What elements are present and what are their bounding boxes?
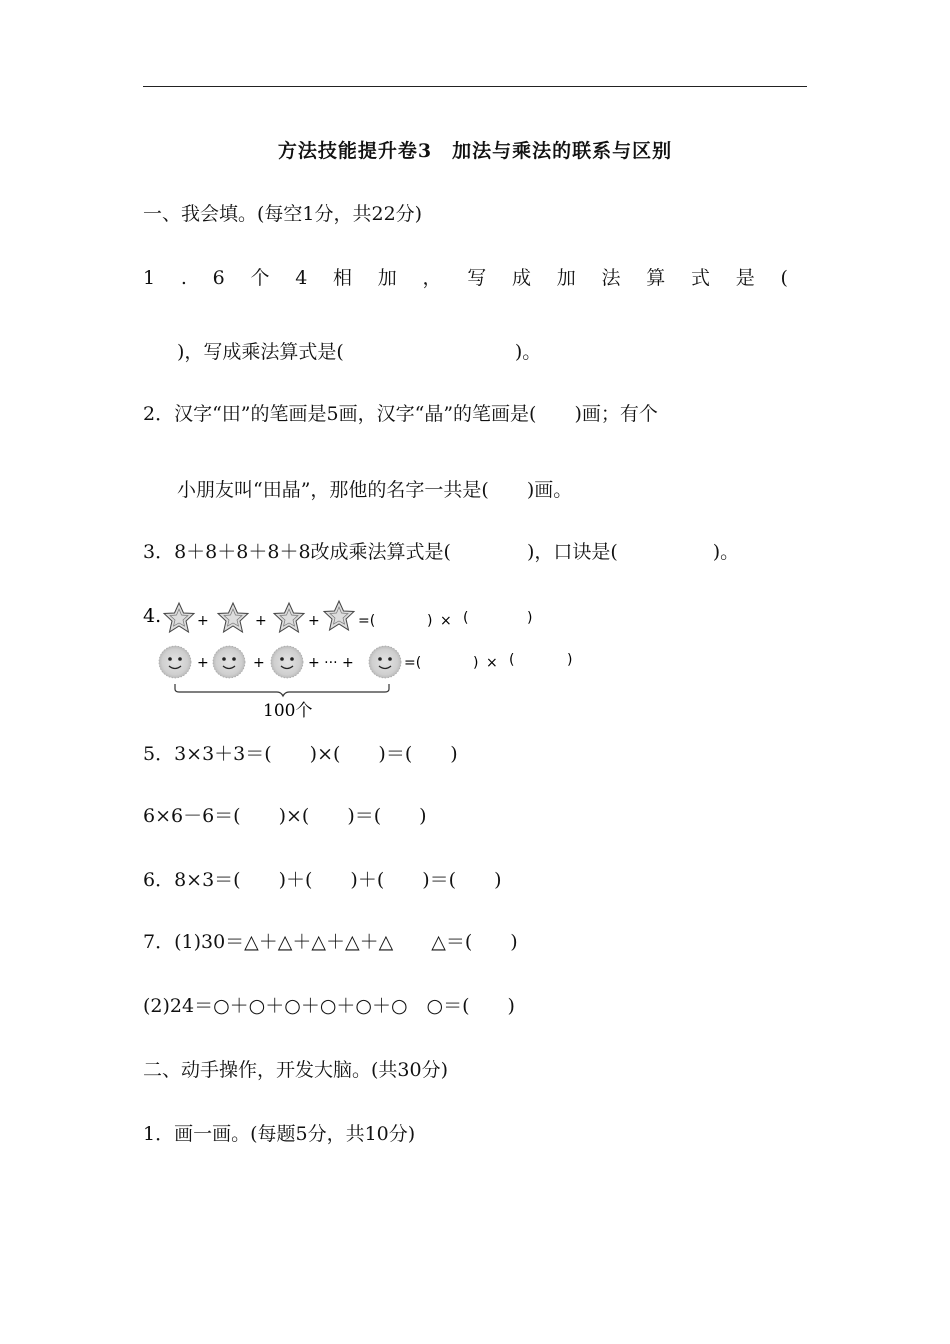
q1-char: 算 (646, 267, 666, 289)
q1-char: ( (780, 267, 788, 289)
q4-blank-close: ) (427, 613, 433, 629)
q4-blank-open: ( (463, 610, 469, 626)
q1-char: 法 (601, 267, 621, 289)
q1-char: 1 (143, 267, 156, 289)
smiley-icon (159, 646, 191, 678)
q1-char: 个 (250, 267, 270, 289)
q4-ellipsis: + ··· + (308, 655, 354, 671)
q1-char: 4 (295, 267, 308, 289)
q1-char: ， (422, 267, 442, 289)
q1-char: 6 (212, 267, 225, 289)
q4-blank-open: ( (509, 652, 515, 668)
q4-times: × (486, 655, 498, 671)
question-2-line2: 小朋友叫“田晶”，那他的名字一共是( )画。 (177, 479, 573, 501)
question-6: 6．8×3＝( )＋( )＋( )＝( ) (143, 869, 502, 891)
smiley-icon (369, 646, 401, 678)
q4-equals: =( (404, 655, 422, 671)
q1-char: 是 (735, 267, 755, 289)
q1-char: 相 (333, 267, 353, 289)
section2-heading: 二、动手操作，开发大脑。(共30分) (143, 1059, 449, 1081)
smiley-icon (213, 646, 245, 678)
question-4-figure (143, 598, 663, 728)
q1-char: 写 (467, 267, 487, 289)
q1-char: 加 (377, 267, 397, 289)
q4-plus: + (197, 655, 209, 671)
smiley-icon (271, 646, 303, 678)
question-5-line1: 5．3×3＋3＝( )×( )＝( ) (143, 743, 458, 765)
page-title: 方法技能提升卷3 加法与乘法的联系与区别 (277, 140, 673, 162)
question-5-line2: 6×6－6＝( )×( )＝( ) (143, 805, 427, 827)
section2-question-1: 1．画一画。(每题5分，共10分) (143, 1123, 416, 1145)
question-2-line1: 2．汉字“田”的笔画是5画，汉字“晶”的笔画是( )画；有个 (143, 403, 658, 425)
q4-plus: + (308, 613, 320, 629)
q4-equals: =( (358, 613, 376, 629)
brace (175, 684, 389, 696)
star-icon (324, 601, 354, 630)
question-1-line1 (143, 264, 788, 292)
question-1-line2: )，写成乘法算式是( )。 (177, 341, 542, 363)
section1-heading: 一、我会填。(每空1分，共22分) (143, 203, 423, 225)
q1-char: . (180, 267, 187, 289)
q4-plus: + (253, 655, 265, 671)
q4-number: 4. (143, 605, 162, 627)
header-rule (143, 86, 807, 87)
q4-blank-close: ) (567, 652, 573, 668)
star-icon (274, 603, 304, 632)
star-icon (164, 603, 194, 632)
q1-char: 成 (512, 267, 532, 289)
q4-plus: + (197, 613, 209, 629)
question-7-line2: (2)24＝○＋○＋○＋○＋○＋○ ○＝( ) (143, 995, 515, 1017)
q4-blank-close: ) (527, 610, 533, 626)
question-3: 3．8＋8＋8＋8＋8改成乘法算式是( )，口诀是( )。 (143, 541, 740, 563)
q1-char: 加 (556, 267, 576, 289)
q4-times: × (440, 613, 452, 629)
q4-blank-close: ) (473, 655, 479, 671)
q1-char: 式 (691, 267, 711, 289)
star-icon (218, 603, 248, 632)
brace-label: 100个 (263, 701, 313, 721)
question-7-line1: 7．(1)30＝△＋△＋△＋△＋△ △＝( ) (143, 931, 518, 953)
q4-plus: + (255, 613, 267, 629)
